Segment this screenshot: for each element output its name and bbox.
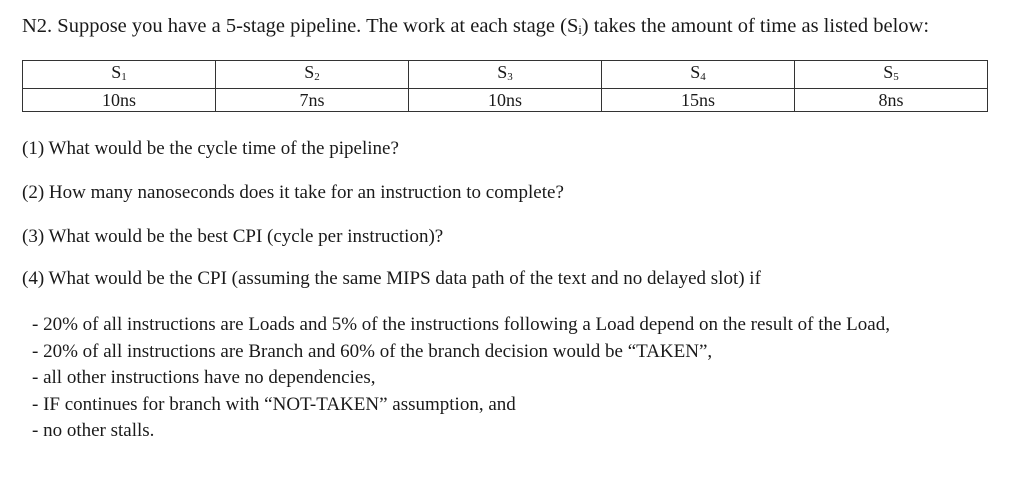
stage-header-cell (409, 61, 602, 89)
stage-letter: S (304, 62, 315, 82)
condition-list (32, 312, 890, 445)
stage-header-cell (216, 61, 409, 89)
condition-item: - 20% of all instructions are Branch and 60% of the branch decision would be “TAKEN”, (32, 340, 713, 362)
stage-time-row (23, 89, 988, 112)
stage-index: 4 (700, 71, 706, 83)
stage-index: 3 (507, 71, 513, 83)
condition-item: - no other stalls. (32, 420, 155, 441)
question-heading: N2. Suppose you have a 5-stage pipeline. The work at each stage (Sᵢ) takes the amount of time as listed below: (22, 15, 930, 37)
stage-letter: S (690, 62, 701, 82)
stage-header-row (23, 61, 988, 89)
stage-index: 5 (893, 71, 899, 83)
stage-letter: S (883, 62, 894, 82)
stage-time-cell: 15ns (602, 89, 795, 112)
stage-time-table (22, 60, 988, 112)
sub-question-1: (1) What would be the cycle time of the pipeline? (22, 138, 399, 159)
sub-question-4: (4) What would be the CPI (assuming the same MIPS data path of the text and no delayed slot) if (22, 268, 761, 289)
stage-time-cell: 7ns (216, 89, 409, 112)
sub-question-3: (3) What would be the best CPI (cycle per instruction)? (22, 226, 444, 247)
stage-index: 2 (314, 71, 320, 83)
stage-header-cell (795, 61, 988, 89)
stage-letter: S (497, 62, 508, 82)
stage-index: 1 (121, 71, 127, 83)
stage-header-cell (602, 61, 795, 89)
stage-time-cell: 10ns (23, 89, 216, 112)
condition-item: - all other instructions have no dependencies, (32, 367, 376, 388)
sub-question-2: (2) How many nanoseconds does it take for an instruction to complete? (22, 182, 564, 203)
stage-header-cell (23, 61, 216, 89)
stage-time-cell: 8ns (795, 89, 988, 112)
condition-item: - IF continues for branch with “NOT-TAKEN” assumption, and (32, 393, 516, 415)
stage-letter: S (111, 62, 122, 82)
condition-item: - 20% of all instructions are Loads and 5% of the instructions following a Load depend on the result of the Load, (32, 314, 890, 335)
stage-time-cell: 10ns (409, 89, 602, 112)
